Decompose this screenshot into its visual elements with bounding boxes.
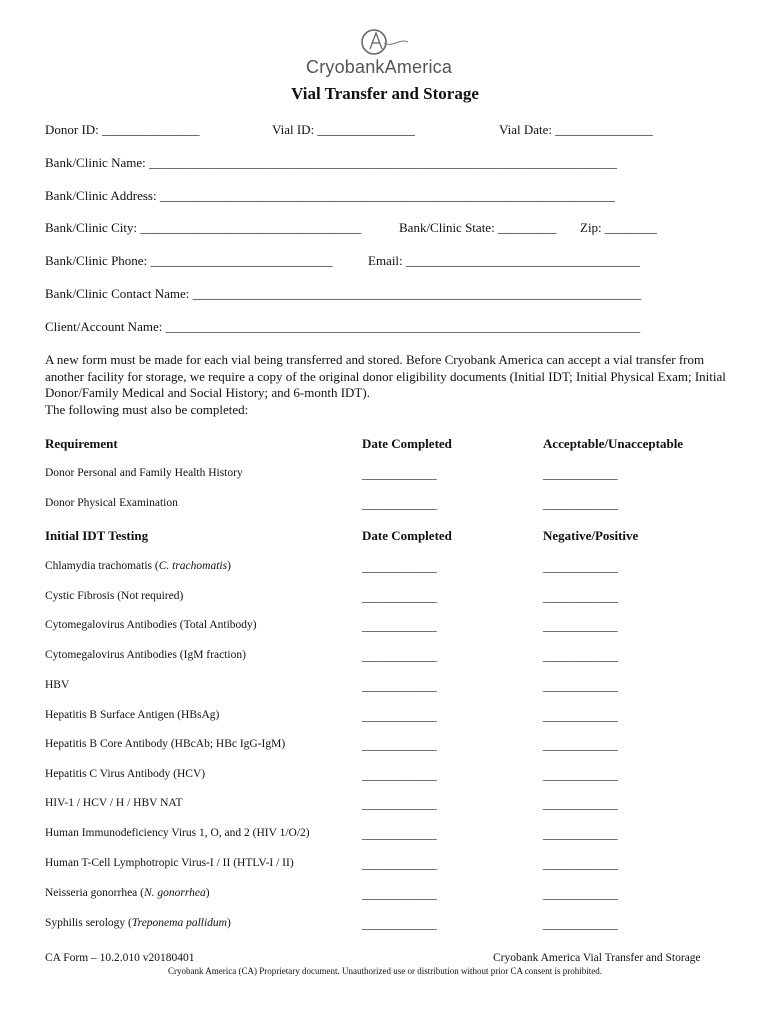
date-blank[interactable]: _____________ (362, 740, 437, 752)
date-blank[interactable]: _____________ (362, 799, 437, 811)
date-blank[interactable]: _____________ (362, 829, 437, 841)
result-blank[interactable]: _____________ (543, 740, 618, 752)
donor-id-field[interactable]: Donor ID: _______________ (45, 122, 200, 137)
requirement-header: Requirement (45, 436, 118, 451)
idt-header: Initial IDT Testing (45, 528, 149, 543)
page-title: Vial Transfer and Storage (291, 84, 479, 103)
date-blank[interactable]: _____________ (362, 562, 437, 574)
footer-doc-title: Cryobank America Vial Transfer and Storage (493, 952, 701, 964)
instructions-paragraph: A new form must be made for each vial being transferred and stored. Before Cryobank America can accept a vial transfer from another facility for storage, we require a copy of the original donor eligibility documents (Initial IDT; Initial Physical Exam; Initial Donor/Family Medical and Social History; and 6-month IDT). (45, 352, 726, 400)
date-blank[interactable]: _____________ (362, 711, 437, 723)
date-blank[interactable]: _____________ (362, 770, 437, 782)
idt-test-label: Neisseria gonorrhea (N. gonorrhea) (45, 887, 210, 899)
date-completed-header: Date Completed (362, 436, 452, 451)
requirement-label: Donor Physical Examination (45, 497, 178, 509)
idt-date-header: Date Completed (362, 528, 452, 543)
date-blank[interactable]: _____________ (362, 651, 437, 663)
idt-test-label: Hepatitis C Virus Antibody (HCV) (45, 768, 206, 780)
clinic-phone-field[interactable]: Bank/Clinic Phone: ____________________________ (45, 253, 333, 268)
brand-name: CryobankAmerica (306, 57, 453, 77)
result-blank[interactable]: _____________ (543, 562, 618, 574)
clinic-name-field[interactable]: Bank/Clinic Name: ________________________________________________________________________ (45, 155, 617, 170)
result-blank[interactable]: _____________ (543, 621, 618, 633)
result-blank[interactable]: _____________ (543, 499, 618, 511)
idt-test-label: HIV-1 / HCV / H / HBV NAT (45, 797, 183, 809)
idt-test-label: Cystic Fibrosis (Not required) (45, 590, 184, 602)
acceptable-header: Acceptable/Unacceptable (543, 436, 684, 451)
idt-test-label: Cytomegalovirus Antibodies (IgM fraction) (45, 649, 246, 661)
instructions (45, 352, 735, 418)
result-blank[interactable]: _____________ (543, 711, 618, 723)
result-blank[interactable]: _____________ (543, 829, 618, 841)
result-blank[interactable]: _____________ (543, 469, 618, 481)
result-blank[interactable]: _____________ (543, 859, 618, 871)
idt-test-label: Chlamydia trachomatis (C. trachomatis) (45, 560, 231, 572)
clinic-address-field[interactable]: Bank/Clinic Address: ______________________________________________________________________ (45, 188, 615, 203)
date-blank[interactable]: _____________ (362, 621, 437, 633)
proprietary-notice: Cryobank America (CA) Proprietary document. Unauthorized use or distribution without prior CA consent is prohibited. (168, 966, 602, 976)
date-blank[interactable]: _____________ (362, 592, 437, 604)
date-blank[interactable]: _____________ (362, 859, 437, 871)
result-blank[interactable]: _____________ (543, 799, 618, 811)
requirement-label: Donor Personal and Family Health History (45, 467, 243, 479)
clinic-state-field[interactable]: Bank/Clinic State: _________ (399, 220, 557, 235)
date-blank[interactable]: _____________ (362, 499, 437, 511)
form-id: CA Form – 10.2.010 v20180401 (45, 952, 195, 964)
idt-result-header: Negative/Positive (543, 528, 639, 543)
idt-test-label: Hepatitis B Surface Antigen (HBsAg) (45, 709, 220, 721)
date-blank[interactable]: _____________ (362, 469, 437, 481)
result-blank[interactable]: _____________ (543, 770, 618, 782)
result-blank[interactable]: _____________ (543, 889, 618, 901)
vial-date-field[interactable]: Vial Date: _______________ (499, 122, 653, 137)
idt-test-label: Syphilis serology (Treponema pallidum) (45, 917, 231, 929)
zip-field[interactable]: Zip: ________ (580, 220, 657, 235)
date-blank[interactable]: _____________ (362, 919, 437, 931)
result-blank[interactable]: _____________ (543, 681, 618, 693)
client-account-field[interactable]: Client/Account Name: _________________________________________________________________________ (45, 319, 641, 334)
clinic-city-field[interactable]: Bank/Clinic City: __________________________________ (45, 220, 362, 235)
vial-id-field[interactable]: Vial ID: _______________ (272, 122, 415, 137)
date-blank[interactable]: _____________ (362, 889, 437, 901)
date-blank[interactable]: _____________ (362, 681, 437, 693)
idt-test-label: HBV (45, 679, 70, 691)
instructions-following: The following must also be completed: (45, 401, 249, 417)
result-blank[interactable]: _____________ (543, 592, 618, 604)
result-blank[interactable]: _____________ (543, 919, 618, 931)
idt-test-label: Human T-Cell Lymphotropic Virus-I / II (HTLV-I / II) (45, 857, 294, 869)
email-field[interactable]: Email: ____________________________________ (368, 253, 640, 268)
result-blank[interactable]: _____________ (543, 651, 618, 663)
idt-test-label: Hepatitis B Core Antibody (HBcAb; HBc IgG-IgM) (45, 738, 286, 750)
idt-test-label: Cytomegalovirus Antibodies (Total Antibody) (45, 619, 257, 631)
contact-name-field[interactable]: Bank/Clinic Contact Name: _____________________________________________________________________ (45, 286, 642, 301)
idt-test-label: Human Immunodeficiency Virus 1, O, and 2 (HIV 1/O/2) (45, 827, 310, 839)
